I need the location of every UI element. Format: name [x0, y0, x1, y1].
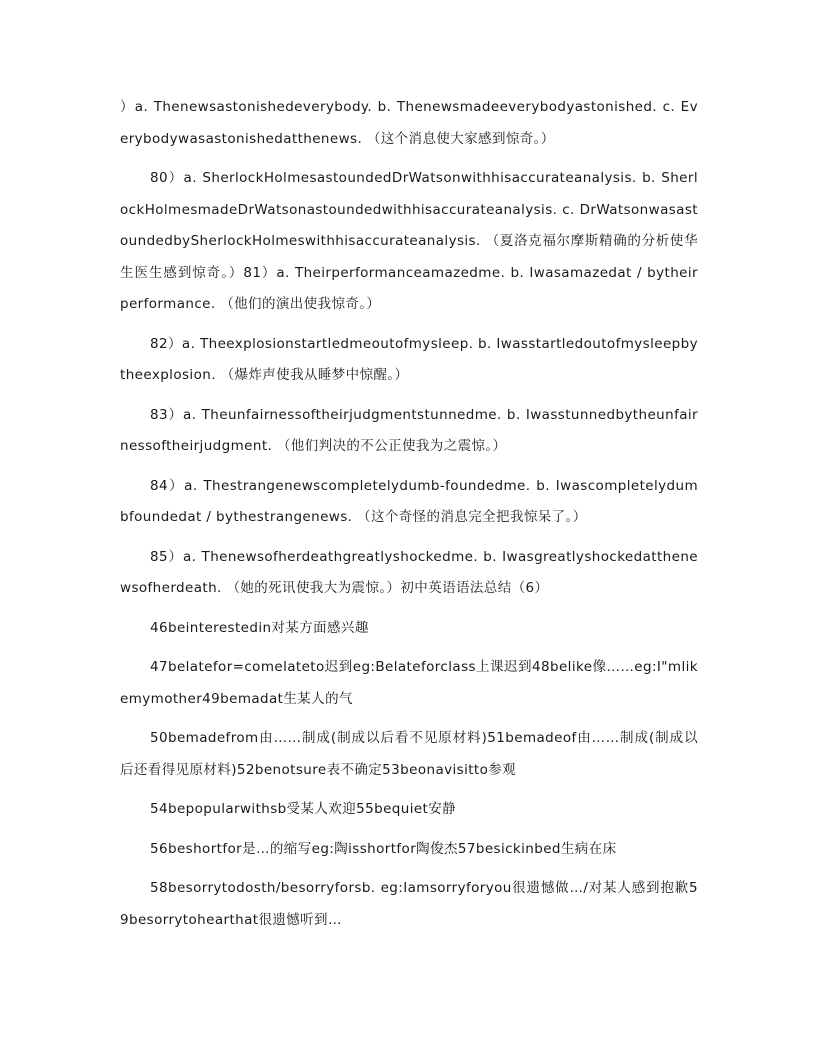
phrase-item-58-59: 58besorrytodosth/besorryforsb. eg:Iamsorryforyou很遗憾做…/对某人感到抱歉59besorrytohearthat很遗憾听到… — [120, 880, 698, 928]
paragraph-79: ）a. Thenewsastonishedeverybody. b. Thenewsmadeeverybodyastonished. c. Everybodywasastonishedatthenews. （这个消息使大家感到惊奇。） — [120, 99, 698, 147]
phrase-item-47-49: 47belatefor=comelateto迟到eg:Belateforclass上课迟到48belike像……eg:I"mlikemymother49bemadat生某人的气 — [120, 659, 698, 707]
paragraph-83: 83）a. Theunfairnessoftheirjudgmentstunnedme. b. Iwasstunnedbytheunfairnessoftheirjudgment. （他们判决的不公正使我为之震惊。） — [120, 406, 698, 454]
paragraph-82: 82）a. Theexplosionstartledmeoutofmysleep. b. Iwasstartledoutofmysleepbytheexplosion. （爆炸声使我从睡梦中惊醒。） — [120, 335, 698, 383]
document-page — [120, 92, 698, 936]
paragraph-80-81: 80）a. SherlockHolmesastoundedDrWatsonwithhisaccurateanalysis. b. SherlockHolmesmadeDrWatsonastoundedwithhisaccurateanalysis. c. DrWatsonwasastoundedbySherlockHolmeswithhisaccurateanalysis. （夏洛克福尔摩斯精确的分析使华生医生感到惊奇。）81）a. Theirperformanceamazedme. b. Iwasamazedat / bytheirperformance. （他们的演出使我惊奇。） — [120, 170, 698, 312]
paragraph-84: 84）a. Thestrangenewscompletelydumb-foundedme. b. Iwascompletelydumbfoundedat / bythestrangenews. （这个奇怪的消息完全把我惊呆了。） — [120, 477, 698, 525]
phrase-item-50-53: 50bemadefrom由……制成(制成以后看不见原材料)51bemadeof由……制成(制成以后还看得见原材料)52benotsure表不确定53beonavisitto参观 — [120, 730, 698, 778]
paragraph-85: 85）a. Thenewsofherdeathgreatlyshockedme. b. Iwasgreatlyshockedatthenewsofherdeath. （她的死讯使我大为震惊。）初中英语语法总结（6） — [120, 548, 698, 596]
phrase-item-46: 46beinterestedin对某方面感兴趣 — [150, 619, 369, 636]
phrase-item-54-55: 54bepopularwithsb受某人欢迎55bequiet安静 — [150, 801, 457, 817]
phrase-item-56-57: 56beshortfor是…的缩写eg:陶isshortfor陶俊杰57besickinbed生病在床 — [150, 840, 617, 857]
